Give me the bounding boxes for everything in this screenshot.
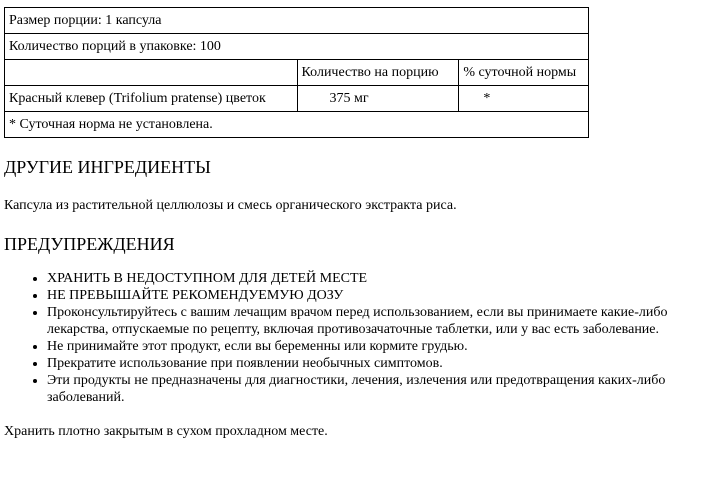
- table-header-row: [5, 60, 589, 86]
- list-item: • Эти продукты не предназначены для диагностики, лечения, излечения или предотвращения каких-либо заболеваний.: [47, 372, 702, 406]
- servings-per-container: Количество порций в упаковке: 100: [5, 34, 589, 60]
- list-item: • Проконсультируйтесь с вашим лечащим врачом перед использованием, если вы принимаете какие-либо лекарства, отпускаемые по рецепту, включая противозачаточные таблетки, или у вас есть заболевание.: [47, 304, 702, 338]
- storage-instructions: Хранить плотно закрытым в сухом прохладном месте.: [4, 424, 328, 439]
- header-empty-cell: [5, 60, 298, 86]
- header-daily-value: % суточной нормы: [459, 60, 589, 86]
- list-item: • ХРАНИТЬ В НЕДОСТУПНОМ ДЛЯ ДЕТЕЙ МЕСТЕ: [47, 270, 702, 287]
- list-item: • Не принимайте этот продукт, если вы беременны или кормите грудью.: [47, 338, 702, 355]
- footnote: * Суточная норма не установлена.: [5, 112, 589, 138]
- footnote-row: [5, 112, 589, 138]
- list-item: • Прекратите использование при появлении необычных симптомов.: [47, 355, 702, 372]
- header-amount: Количество на порцию: [297, 60, 459, 86]
- ingredient-daily-value: *: [459, 86, 589, 112]
- serving-size: Размер порции: 1 капсула: [5, 8, 589, 34]
- ingredient-name: Красный клевер (Trifolium pratense) цветок: [5, 86, 298, 112]
- ingredient-amount: 375 мг: [297, 86, 459, 112]
- warnings-list: [4, 270, 702, 406]
- list-item: • НЕ ПРЕВЫШАЙТЕ РЕКОМЕНДУЕМУЮ ДОЗУ: [47, 287, 702, 304]
- table-row: [5, 86, 589, 112]
- supplement-facts-table: [4, 7, 589, 138]
- warnings-heading: ПРЕДУПРЕЖДЕНИЯ: [4, 234, 175, 254]
- other-ingredients-text: Капсула из растительной целлюлозы и смесь органического экстракта риса.: [4, 198, 457, 213]
- supplement-info: [4, 7, 702, 440]
- other-ingredients-heading: ДРУГИЕ ИНГРЕДИЕНТЫ: [4, 157, 211, 177]
- serving-size-row: [5, 8, 589, 34]
- servings-per-container-row: [5, 34, 589, 60]
